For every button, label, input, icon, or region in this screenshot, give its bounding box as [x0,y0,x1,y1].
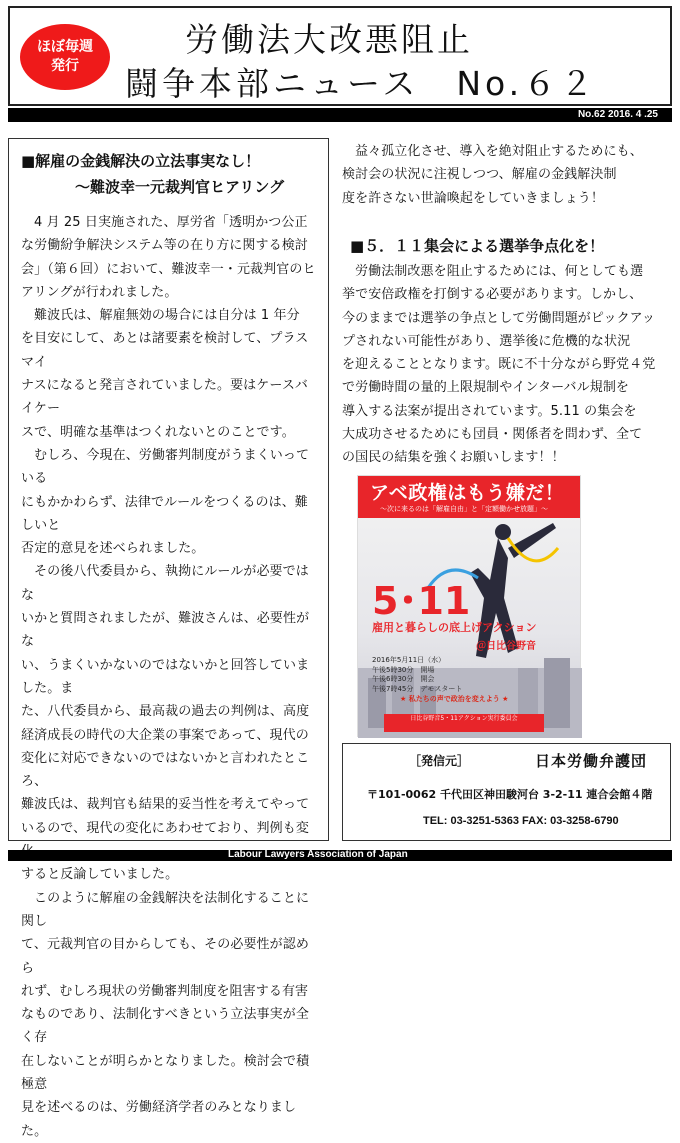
body-line: にもかかわらず、法律でルールをつくるのは、難しいと [21,494,308,533]
badge-line2: 発行 [51,58,79,74]
body-line: を目安にして、あとは諸要素を検討して、プラスマイ [21,331,309,370]
body-line: むしろ、今現在、労働審判制度がうまくいっている [21,447,310,487]
poster-slogan: 雇用と暮らしの底上げアクション [372,621,537,634]
schedule-line: 2016年5月11日（水） [372,656,446,664]
footer-bar [8,850,672,861]
body-line: 見を述べるのは、労働経済学者のみとなりました。 [21,1100,297,1139]
body-line: れず、むしろ現状の労働審判制度を阻害する有害 [21,983,309,999]
body-line: た、八代委員から、最高裁の過去の判例は、高度 [21,704,310,720]
poster-date-number: 5･11 [372,579,471,623]
rally-poster [357,475,581,737]
body-line: ナスになると発言されていました。要はケースバイケー [21,378,309,417]
sender-label: ［発信元］ [409,754,470,768]
body-line: すると反論していました。 [21,867,179,883]
sender-phone: TEL: 03-3251-5363 FAX: 03-3258-6790 [423,815,619,827]
body-line: の国民の結集を強くお願いします！！ [342,450,565,466]
body-line: 検討会の状況に注視しつつ、解雇の金銭解決制 [342,167,617,183]
body-line: なものであり、法制化すべきという立法事実が全く存 [21,1007,309,1046]
body-line: 変化に対応できないのではないかと言われたところ、 [21,750,310,790]
footer-text: Labour Lawyers Association of Japan [228,849,408,860]
schedule-line: 午後6時30分 開会 [372,675,435,683]
sender-name: 日本労働弁護団 [535,752,648,770]
body-line: 4 月 25 日実施された、厚労省「透明かつ公正 [34,215,308,230]
poster-banner [358,476,580,518]
badge-line1: ほぼ毎週 [37,39,93,55]
schedule-line: 午後7時45分 デモスタート [372,684,463,693]
body-line: 否定的意見を述べられました。 [21,541,205,557]
continued-text [342,140,664,210]
poster-title: アベ政権はもう嫌だ！ [370,482,565,504]
body-line: な労働紛争解決システム等の在り方に関する検討 [21,238,308,254]
article-body [21,211,319,1143]
title-line2: 闘争本部ニュース No.６２ [125,64,598,103]
body-line: 今のままでは選挙の争点として労働問題がピックアッ [342,310,655,326]
body-line: 経済成長の時代の大企業の事案であって、現代の [21,727,309,743]
poster-subtitle: ～次に来るのは「解雇自由」と「定額働かせ放題」～ [380,505,548,513]
poster-organizer: 日比谷野音5・11アクション実行委員会 [384,714,544,732]
body-line: て、元裁判官の目からしても、その必要性が認めら [21,937,309,976]
issue-bar [8,108,672,122]
body-line: いるので、現代の変化にあわせており、判例も変 [21,820,309,836]
body-line: 大成功させるためにも団員・関係者を問わず、全て [342,427,643,443]
poster-venue: ＠日比谷野音 [476,641,536,652]
body-line: 度を許さない世論喚起をしていきましょう！ [342,190,605,206]
article-subheading: ～難波幸一元裁判官ヒアリング [75,178,285,196]
issue-info: No.62 2016. 4 .25 [577,109,658,120]
body-line: 挙で安倍政権を打倒する必要があります。しかし、 [342,287,643,303]
section-heading-rally: ■５．１１集会による選挙争点化を！ [350,237,605,255]
body-line: 難波氏は、解雇無効の場合には自分は 1 年分 [34,308,300,324]
body-line: を迎えることとなります。既に不十分ながら野党４党 [342,357,656,373]
body-line: アリングが行われました。 [21,284,178,300]
body-line: 在しないことが明らかとなりました。検討会で積極意 [21,1053,310,1092]
sender-box [342,743,671,841]
body-line: 益々孤立化させ、導入を絶対阻止するためにも、 [355,144,643,159]
body-line: い、うまくいかないのではないかと回答していました。ま [21,657,310,696]
body-line: スで、明確な基準はつくれないとのことです。 [21,424,295,440]
weekly-badge [20,24,110,90]
body-line: いかと質問されましたが、難波さんは、必要性がな [21,611,310,650]
body-line: で労働時間の量的上限規制やインターバル規制を [342,380,630,396]
body-line: 労働法制改悪を阻止するためには、何としても選 [355,264,644,279]
newsletter-header [8,6,672,106]
body-line: 導入する法案が提出されています。5.11 の集会を [342,403,637,419]
poster-schedule [372,656,462,694]
body-line: 会」（第６回）において、難波幸一・元裁判官のヒ [21,261,316,277]
sender-address: 〒101-0062 千代田区神田駿河台 3-2-11 連合会館４階 [367,788,653,801]
body-line: このように解雇の金銭解決を法制化することに関し [21,890,310,929]
title-line1: 労働法大改悪阻止 [185,20,473,59]
body-line: 難波氏は、裁判官も結果的妥当性を考えてやって [21,797,310,813]
schedule-line: 午後5時30分 開場 [372,665,435,674]
poster-note: ★ 私たちの声で政治を変えよう ★ [400,695,509,703]
body-line: その後八代委員から、執拗にルールが必要ではな [21,564,309,603]
article-heading: ■解雇の金銭解決の立法事実なし！ [21,152,261,170]
body-line: プされない可能性があり、選挙後に危機的な状況 [342,333,631,349]
rally-text [342,260,664,470]
